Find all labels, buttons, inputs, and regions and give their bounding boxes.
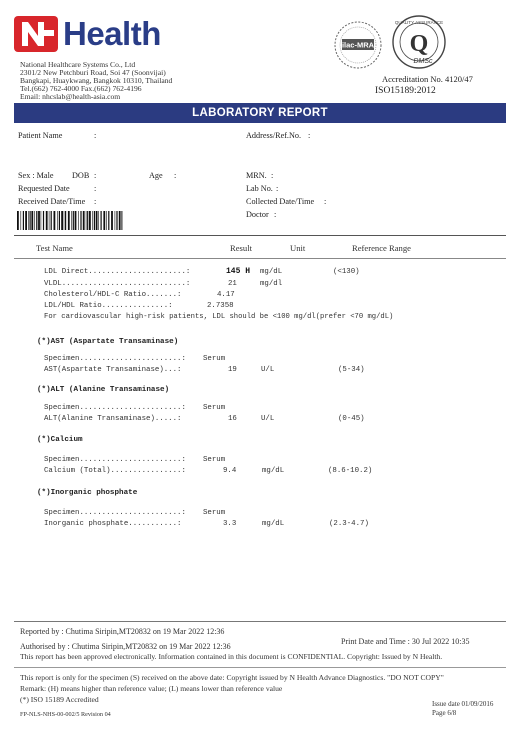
reported-by: Reported by : Chutima Siripin,MT20832 on 19 Mar 2022 12:36 bbox=[20, 627, 225, 636]
col-reference-range: Reference Range bbox=[352, 243, 411, 253]
received-date-label: Received Date/Time bbox=[18, 197, 86, 206]
dob-colon: : bbox=[94, 171, 97, 180]
test-reference: (8.6-10.2) bbox=[328, 467, 373, 475]
test-unit: mg/dL bbox=[262, 467, 285, 475]
specimen-value: Serum bbox=[203, 355, 226, 363]
iso-standard: ISO15189:2012 bbox=[375, 86, 436, 96]
report-title: LABORATORY REPORT bbox=[192, 107, 328, 119]
section-title: (*)Calcium bbox=[37, 436, 83, 444]
test-unit: U/L bbox=[261, 415, 275, 423]
test-name: LDL/HDL Ratio...............: bbox=[44, 302, 173, 310]
test-unit: mg/dL bbox=[262, 520, 285, 528]
test-result: 21 bbox=[228, 280, 237, 288]
ilac-mra-seal bbox=[331, 20, 386, 70]
test-result: 145 H bbox=[226, 267, 251, 276]
company-line-2: 2301/2 New Petchburi Road, Soi 47 (Soonvijai) bbox=[20, 68, 166, 77]
test-name: Inorganic phosphate...........: bbox=[44, 520, 182, 528]
test-result: 19 bbox=[228, 366, 237, 374]
test-name: Cholesterol/HDL-C Ratio.......: bbox=[44, 291, 182, 299]
footer-top-rule bbox=[14, 621, 506, 622]
specimen-value: Serum bbox=[203, 509, 226, 517]
specimen-value: Serum bbox=[203, 456, 226, 464]
age-label: Age bbox=[149, 171, 163, 180]
requested-date-colon: : bbox=[94, 184, 97, 193]
specimen-label: Specimen.......................: bbox=[44, 456, 186, 464]
specimen-label: Specimen.......................: bbox=[44, 509, 186, 517]
svg-text:Q: Q bbox=[409, 31, 429, 57]
doctor-label: Doctor bbox=[246, 210, 269, 219]
col-unit: Unit bbox=[290, 243, 306, 253]
disclaimer: This report is only for the specimen (S) received on the above date: Copyright issued by N Health Advance Diagnostics. "DO NOT COPY" bbox=[20, 673, 444, 682]
mrn-label: MRN. bbox=[246, 171, 267, 180]
test-result: 9.4 bbox=[223, 467, 237, 475]
accreditation-number: Accreditation No. 4120/47 bbox=[382, 74, 473, 84]
specimen-value: Serum bbox=[203, 404, 226, 412]
test-name: VLDL............................: bbox=[44, 280, 191, 288]
specimen-label: Specimen.......................: bbox=[44, 355, 186, 363]
table-top-rule bbox=[14, 235, 506, 236]
test-unit: mg/dL bbox=[260, 268, 283, 276]
test-unit: mg/dl bbox=[260, 280, 283, 288]
specimen-label: Specimen.......................: bbox=[44, 404, 186, 412]
lipid-note: For cardiovascular high-risk patients, LDL should be <100 mg/dl(prefer <70 mg/dL) bbox=[44, 313, 394, 321]
issue-date: Issue date 01/09/2016 bbox=[432, 700, 494, 708]
brand-name: Health bbox=[63, 15, 161, 52]
address-label: Address/Ref.No. bbox=[246, 131, 302, 140]
section-title: (*)Inorganic phosphate bbox=[37, 489, 138, 497]
requested-date-label: Requested Date bbox=[18, 184, 70, 193]
footer-mid-rule bbox=[14, 667, 506, 668]
collected-date-label: Collected Date/Time bbox=[246, 197, 315, 206]
section-title: (*)ALT (Alanine Transaminase) bbox=[37, 386, 170, 394]
test-reference: (2.3-4.7) bbox=[329, 520, 369, 528]
company-line-5: Email: nhcslab@health-asia.com bbox=[20, 92, 121, 101]
age-colon: : bbox=[174, 171, 177, 180]
company-line-3: Bangkapi, Huaykwang, Bangkok 10310, Thailand bbox=[20, 76, 173, 85]
patient-name-label: Patient Name bbox=[18, 131, 63, 140]
patient-name-colon: : bbox=[94, 131, 97, 140]
doctor-colon: : bbox=[274, 210, 277, 219]
test-reference: (<130) bbox=[333, 268, 360, 276]
test-result: 16 bbox=[228, 415, 237, 423]
test-unit: U/L bbox=[261, 366, 275, 374]
svg-text:QUALITY ASSURANCE: QUALITY ASSURANCE bbox=[394, 20, 444, 25]
print-date: Print Date and Time : 30 Jul 2022 10:35 bbox=[341, 637, 470, 646]
test-result: 3.3 bbox=[223, 520, 237, 528]
n-health-logo-mark bbox=[14, 16, 58, 52]
col-test-name: Test Name bbox=[36, 243, 73, 253]
authorised-by: Authorised by : Chutima Siripin,MT20832 on 19 Mar 2022 12:36 bbox=[20, 642, 231, 651]
test-name: LDL Direct......................: bbox=[44, 268, 191, 276]
sex-label: Sex : Male bbox=[18, 171, 54, 180]
section-title: (*)AST (Aspartate Transaminase) bbox=[37, 338, 179, 346]
table-header-rule bbox=[14, 258, 506, 259]
lab-no-label: Lab No. bbox=[246, 184, 273, 193]
test-name: Calcium (Total)................: bbox=[44, 467, 186, 475]
report-title-banner bbox=[14, 103, 506, 123]
company-line-1: National Healthcare Systems Co., Ltd bbox=[20, 60, 136, 69]
svg-text:DMSc: DMSc bbox=[413, 58, 433, 65]
test-reference: (0-45) bbox=[338, 415, 365, 423]
test-result: 4.17 bbox=[217, 291, 235, 299]
remark: Remark: (H) means higher than reference value; (L) means lower than reference value bbox=[20, 684, 283, 693]
company-line-4: Tel.(662) 762-4000 Fax.(662) 762-4196 bbox=[20, 84, 142, 93]
dob-label: DOB bbox=[72, 171, 90, 180]
lab-no-colon: : bbox=[276, 184, 279, 193]
test-name: AST(Aspartate Transaminase)...: bbox=[44, 366, 182, 374]
test-name: ALT(Alanine Transaminase).....: bbox=[44, 415, 182, 423]
barcode bbox=[17, 211, 123, 230]
iso-accredited-note: (*) ISO 15189 Accredited bbox=[20, 695, 99, 704]
mrn-colon: : bbox=[271, 171, 274, 180]
address-colon: : bbox=[308, 131, 311, 140]
col-result: Result bbox=[230, 243, 252, 253]
quality-assurance-seal bbox=[391, 14, 447, 70]
approval-note: This report has been approved electronically. Information contained in this document is CONFIDENTIAL. Copyright: Issued by N Health. bbox=[20, 652, 443, 661]
page-number: Page 6/8 bbox=[432, 709, 457, 717]
test-result: 2.7358 bbox=[207, 302, 234, 310]
collected-date-colon: : bbox=[324, 197, 327, 206]
svg-text:ilac-MRA: ilac-MRA bbox=[341, 40, 375, 50]
form-number: FP-NLS-NHS-00-002/5 Revision 04 bbox=[20, 711, 111, 718]
test-reference: (5-34) bbox=[338, 366, 365, 374]
received-date-colon: : bbox=[94, 197, 97, 206]
